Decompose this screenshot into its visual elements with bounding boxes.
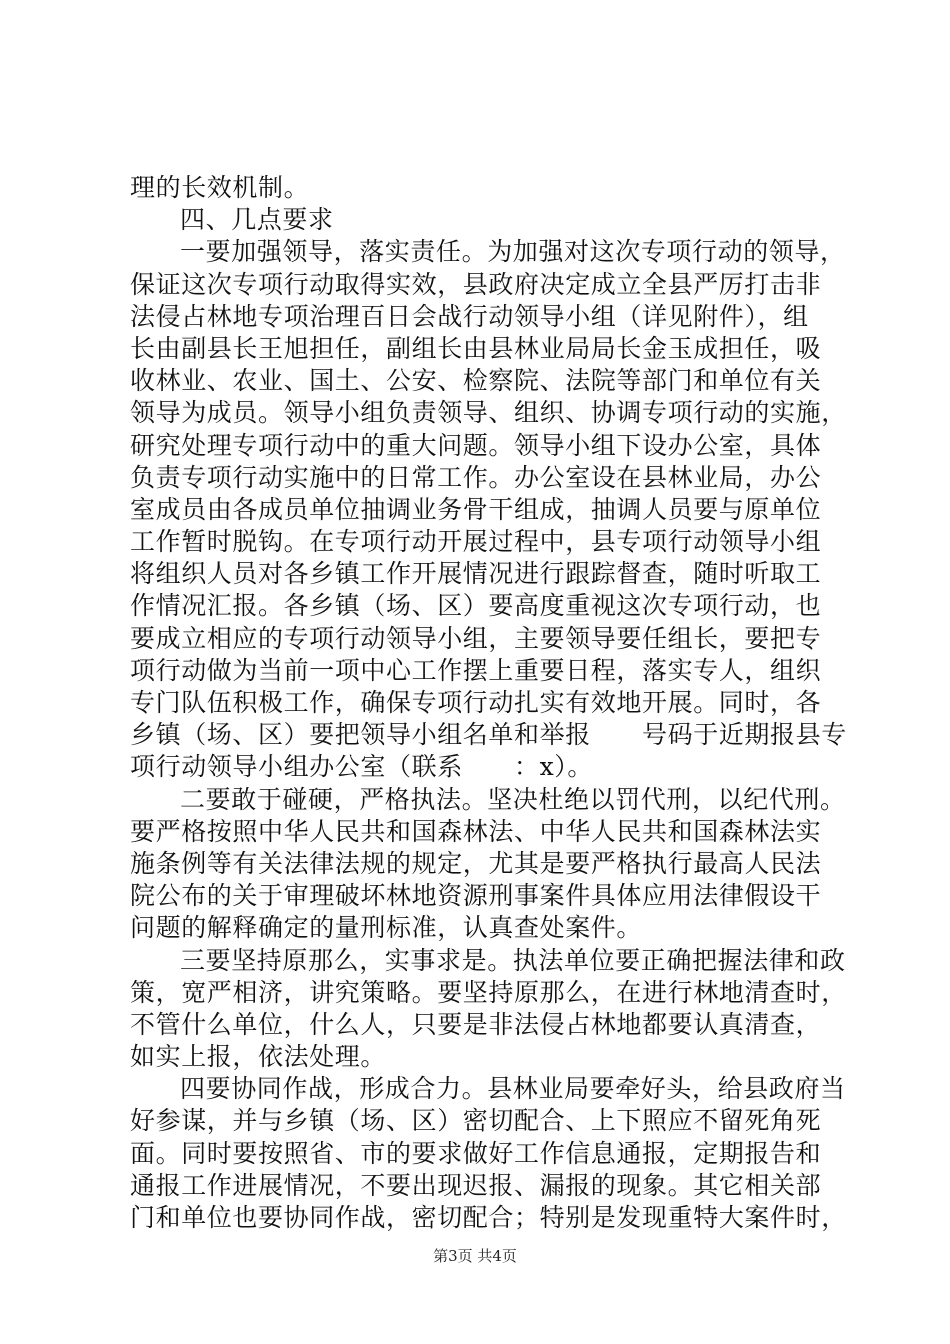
text-line: 负责专项行动实施中的日常工作。办公室设在县林业局，办公 (130, 462, 822, 492)
text-line: 院公布的关于审理破坏林地资源刑事案件具体应用法律假设干 (130, 881, 822, 911)
text-line: 研究处理专项行动中的重大问题。领导小组下设办公室，具体 (130, 430, 822, 460)
text-line: 三要坚持原那么，实事求是。执法单位要正确把握法律和政 (180, 945, 846, 975)
text-line: 门和单位也要协同作战，密切配合；特别是发现重特大案件时， (130, 1203, 847, 1232)
text-line: 工作暂时脱钩。在专项行动开展过程中，县专项行动领导小组 (130, 527, 822, 557)
text-line: 要成立相应的专项行动领导小组，主要领导要任组长，要把专 (130, 623, 822, 653)
page-number: 第3页 共4页 (433, 1247, 517, 1265)
text-line: 面。同时要按照省、市的要求做好工作信息通报，定期报告和 (130, 1138, 822, 1168)
document-body (130, 172, 847, 1234)
text-line: 策，宽严相济，讲究策略。要坚持原那么，在进行林地清查时， (130, 977, 847, 1007)
text-line: 要严格按照中华人民共和国森林法、中华人民共和国森林法实 (130, 816, 822, 846)
text-line: 四要协同作战，形成合力。县林业局要牵好头，给县政府当 (180, 1074, 846, 1104)
text-line: 收林业、农业、国土、公安、检察院、法院等部门和单位有关 (130, 366, 822, 396)
text-line: 不管什么单位，什么人，只要是非法侵占林地都要认真清查， (130, 1009, 822, 1039)
text-line: 将组织人员对各乡镇工作开展情况进行跟踪督查，随时听取工 (130, 559, 822, 589)
text-line: 一要加强领导，落实责任。为加强对这次专项行动的领导， (180, 237, 846, 267)
text-line: 室成员由各成员单位抽调业务骨干组成，抽调人员要与原单位 (130, 494, 822, 524)
text-line: 项行动领导小组办公室（联系 ：x）。 (130, 752, 594, 782)
text-line: 理的长效机制。 (130, 173, 310, 202)
text-line: 好参谋，并与乡镇（场、区）密切配合、上下照应不留死角死 (130, 1106, 822, 1136)
text-line: 二要敢于碰硬，严格执法。坚决杜绝以罚代刑，以纪代刑。 (180, 784, 846, 814)
text-line: 施条例等有关法律法规的规定，尤其是要严格执行最高人民法 (130, 848, 822, 878)
text-line: 领导为成员。领导小组负责领导、组织、协调专项行动的实施， (130, 398, 847, 428)
text-line: 作情况汇报。各乡镇（场、区）要高度重视这次专项行动，也 (130, 591, 822, 621)
text-line: 项行动做为当前一项中心工作摆上重要日程，落实专人，组织 (130, 655, 822, 685)
text-line: 乡镇（场、区）要把领导小组名单和举报 号码于近期报县专 (130, 720, 847, 750)
text-line: 通报工作进展情况，不要出现迟报、漏报的现象。其它相关部 (130, 1170, 822, 1200)
text-line: 如实上报，依法处理。 (130, 1042, 387, 1072)
text-line: 长由副县长王旭担任，副组长由县林业局局长金玉成担任，吸 (130, 333, 822, 363)
text-line: 问题的解释确定的量刑标准，认真查处案件。 (130, 913, 643, 943)
text-line: 保证这次专项行动取得实效，县政府决定成立全县严厉打击非 (130, 269, 822, 299)
text-line: 专门队伍积极工作，确保专项行动扎实有效地开展。同时，各 (130, 688, 822, 717)
section-heading: 四、几点要求 (180, 205, 334, 235)
text-line: 法侵占林地专项治理百日会战行动领导小组（详见附件），组 (130, 301, 809, 331)
